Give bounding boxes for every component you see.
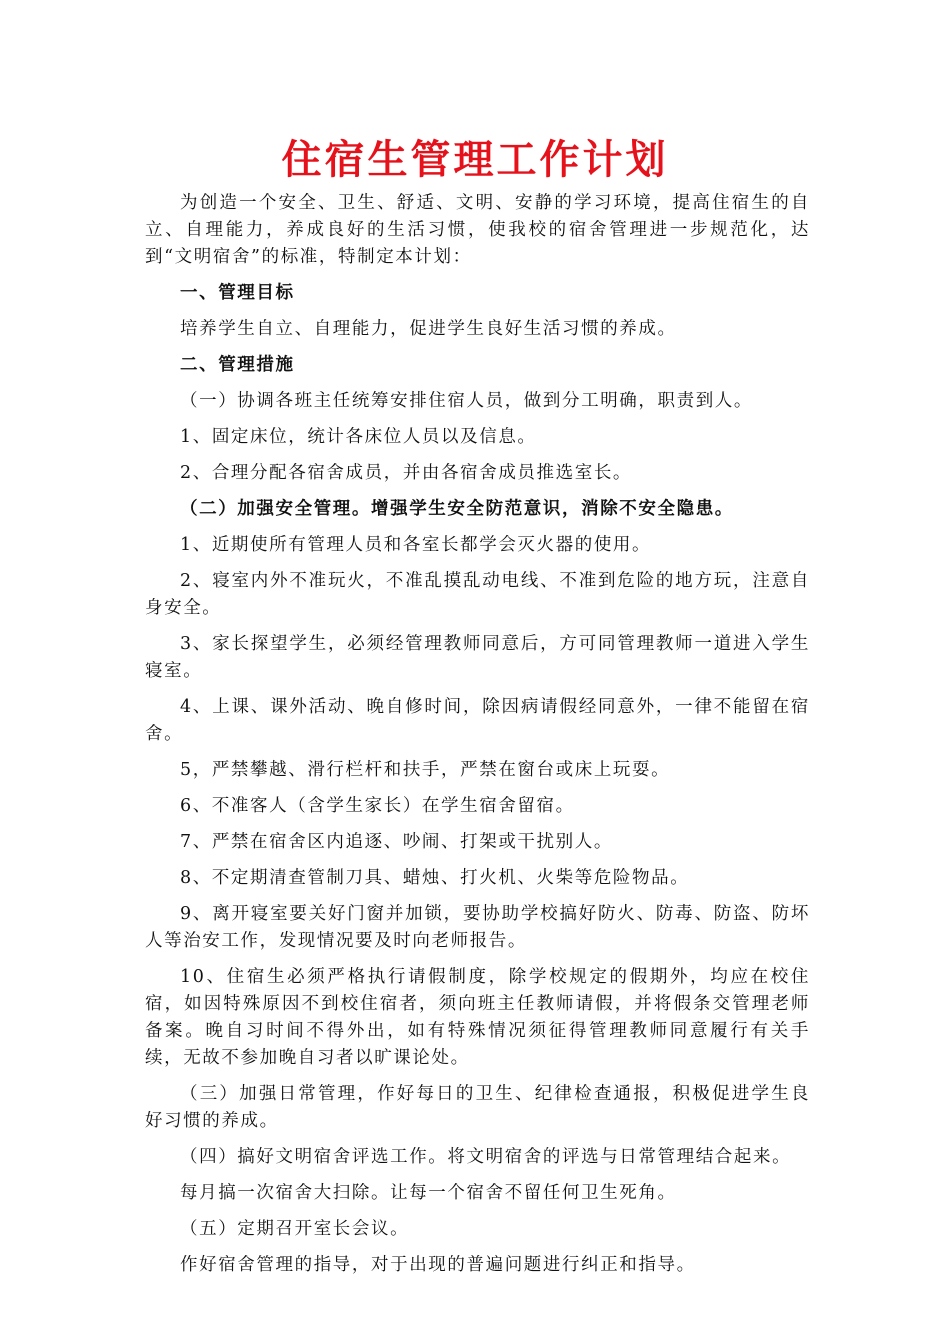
sub5-text: 作好宿舍管理的指导，对于出现的普遍问题进行纠正和指导。 <box>180 1255 696 1275</box>
sub1-item: 1、固定床位，统计各床位人员以及信息。 <box>180 427 537 447</box>
sub2-item: 5，严禁攀越、滑行栏杆和扶手，严禁在窗台或床上玩耍。 <box>180 760 671 780</box>
page-title: 住宿生管理工作计划 <box>281 137 669 183</box>
sub4-text: 每月搞一次宿舍大扫除。让每一个宿舍不留任何卫生死角。 <box>180 1183 677 1203</box>
sub5-heading: （五）定期召开室长会议。 <box>180 1219 410 1239</box>
sub2-heading: （二）加强安全管理。增强学生安全防范意识，消除不安全隐患。 <box>180 499 734 519</box>
sub2-item: 7、严禁在宿舍区内追逐、吵闹、打架或干扰别人。 <box>180 832 613 852</box>
sub2-item: 2、寝室内外不准玩火，不准乱摸乱动电线、不准到危险的地方玩，注意自身安全。 <box>145 571 810 618</box>
sub4-heading: （四）搞好文明宿舍评选工作。将文明宿舍的评选与日常管理结合起来。 <box>180 1147 792 1167</box>
sub2-item: 3、家长探望学生，必须经管理教师同意后，方可同管理教师一道进入学生寝室。 <box>145 634 810 681</box>
sub2-item: 4、上课、课外活动、晚自修时间，除因病请假经同意外，一律不能留在宿舍。 <box>145 697 810 744</box>
document-body <box>145 190 810 1279</box>
section1-heading: 一、管理目标 <box>180 283 295 303</box>
sub2-item: 8、不定期清查管制刀具、蜡烛、打火机、火柴等危险物品。 <box>180 868 690 888</box>
sub3-paragraph: （三）加强日常管理，作好每日的卫生、纪律检查通报，积极促进学生良好习惯的养成。 <box>145 1084 810 1131</box>
intro-paragraph: 为创造一个安全、卫生、舒适、文明、安静的学习环境，提高住宿生的自立、自理能力，养成良好的生活习惯，使我校的宿舍管理进一步规范化，达到“文明宿舍”的标准，特制定本计划： <box>145 193 810 267</box>
sub1-item: 2、合理分配各宿舍成员，并由各宿舍成员推选室长。 <box>180 463 633 483</box>
sub2-item: 1、近期使所有管理人员和各室长都学会灭火器的使用。 <box>180 535 652 555</box>
sub2-item: 10、住宿生必须严格执行请假制度，除学校规定的假期外，均应在校住宿，如因特殊原因不到校住宿者，须向班主任教师请假，并将假条交管理老师备案。晚自习时间不得外出，如有特殊情况须征得管理教师同意履行有关手续，无故不参加晚自习者以旷课论处。 <box>145 967 810 1068</box>
sub2-item: 6、不准客人（含学生家长）在学生宿舍留宿。 <box>180 796 575 816</box>
sub1-heading: （一）协调各班主任统筹安排住宿人员，做到分工明确，职责到人。 <box>180 391 753 411</box>
section1-text: 培养学生自立、自理能力，促进学生良好生活习惯的养成。 <box>180 319 677 339</box>
sub2-item: 9、离开寝室要关好门窗并加锁，要协助学校搞好防火、防毒、防盗、防坏人等治安工作，发现情况要及时向老师报告。 <box>145 904 810 951</box>
section2-heading: 二、管理措施 <box>180 355 295 375</box>
